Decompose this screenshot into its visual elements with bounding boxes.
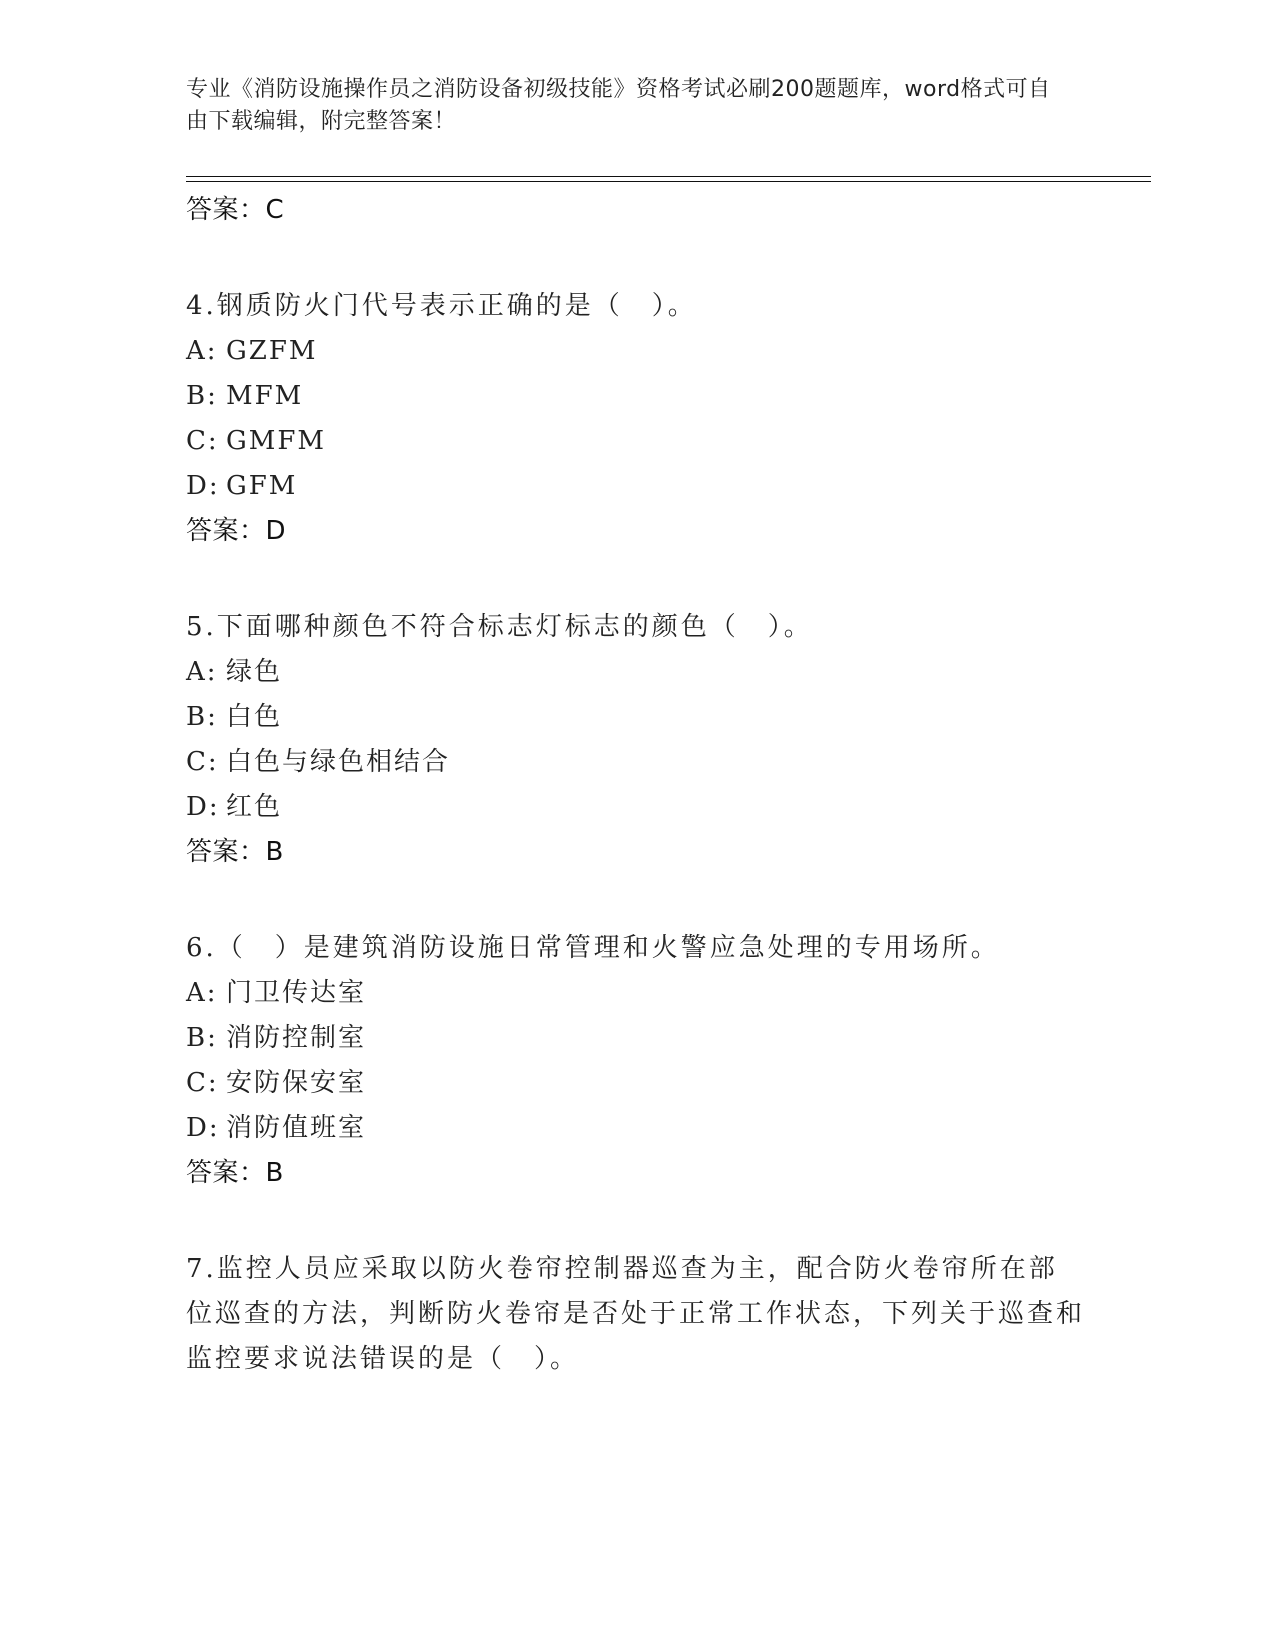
option-text: GFM xyxy=(226,471,298,501)
question-6 xyxy=(186,926,1086,1195)
option-letter: B: xyxy=(186,1023,218,1053)
option-d xyxy=(186,464,1086,509)
option-text: 门卫传达室 xyxy=(226,978,367,1008)
option-text: 红色 xyxy=(226,792,283,822)
option-letter: C: xyxy=(186,747,219,777)
question-text: 6.（ ）是建筑消防设施日常管理和火警应急处理的专用场所。 xyxy=(186,933,1000,963)
spacer xyxy=(186,874,1086,926)
document-body xyxy=(186,188,1086,1382)
option-a xyxy=(186,329,1086,374)
question-5 xyxy=(186,605,1086,874)
option-text: 消防控制室 xyxy=(226,1023,367,1053)
option-letter: B: xyxy=(186,702,218,732)
option-text: 白色与绿色相结合 xyxy=(226,747,451,777)
option-text: 消防值班室 xyxy=(226,1113,367,1143)
question-text: 4.钢质防火门代号表示正确的是（ ）。 xyxy=(186,291,697,321)
question-text: 5.下面哪种颜色不符合标志灯标志的颜色（ ）。 xyxy=(186,612,813,642)
question-7 xyxy=(186,1247,1086,1382)
option-text: 安防保安室 xyxy=(226,1068,367,1098)
option-a xyxy=(186,650,1086,695)
question-text: 7.监控人员应采取以防火卷帘控制器巡查为主，配合防火卷帘所在部位巡查的方法，判断防火卷帘是否处于正常工作状态，下列关于巡查和监控要求说法错误的是（ ）。 xyxy=(186,1254,1086,1374)
answer-q3: 答案：C xyxy=(186,195,285,225)
option-letter: A: xyxy=(186,978,218,1008)
answer-q6: 答案：B xyxy=(186,1158,284,1188)
header-divider-top xyxy=(186,176,1151,177)
document-header: 专业《消防设施操作员之消防设备初级技能》资格考试必刷200题题库，word格式可自由下载编辑，附完整答案！ xyxy=(186,77,1051,134)
option-text: 白色 xyxy=(226,702,283,732)
answer-q5: 答案：B xyxy=(186,837,284,867)
option-d xyxy=(186,785,1086,830)
header-divider-bottom xyxy=(186,181,1151,182)
option-c xyxy=(186,1061,1086,1106)
option-b xyxy=(186,695,1086,740)
option-b xyxy=(186,374,1086,419)
question-4 xyxy=(186,284,1086,553)
option-b xyxy=(186,1016,1086,1061)
option-letter: A: xyxy=(186,336,218,366)
option-c xyxy=(186,419,1086,464)
option-letter: A: xyxy=(186,657,218,687)
option-letter: C: xyxy=(186,1068,219,1098)
option-text: GMFM xyxy=(226,426,327,456)
option-letter: D: xyxy=(186,471,220,501)
option-letter: D: xyxy=(186,792,220,822)
option-text: GZFM xyxy=(226,336,318,366)
answer-q4: 答案：D xyxy=(186,516,287,546)
option-a xyxy=(186,971,1086,1016)
spacer xyxy=(186,553,1086,605)
spacer xyxy=(186,1195,1086,1247)
option-d xyxy=(186,1106,1086,1151)
option-letter: C: xyxy=(186,426,219,456)
option-letter: B: xyxy=(186,381,218,411)
option-c xyxy=(186,740,1086,785)
option-text: 绿色 xyxy=(226,657,283,687)
option-text: MFM xyxy=(226,381,304,411)
option-letter: D: xyxy=(186,1113,220,1143)
spacer xyxy=(186,232,1086,284)
